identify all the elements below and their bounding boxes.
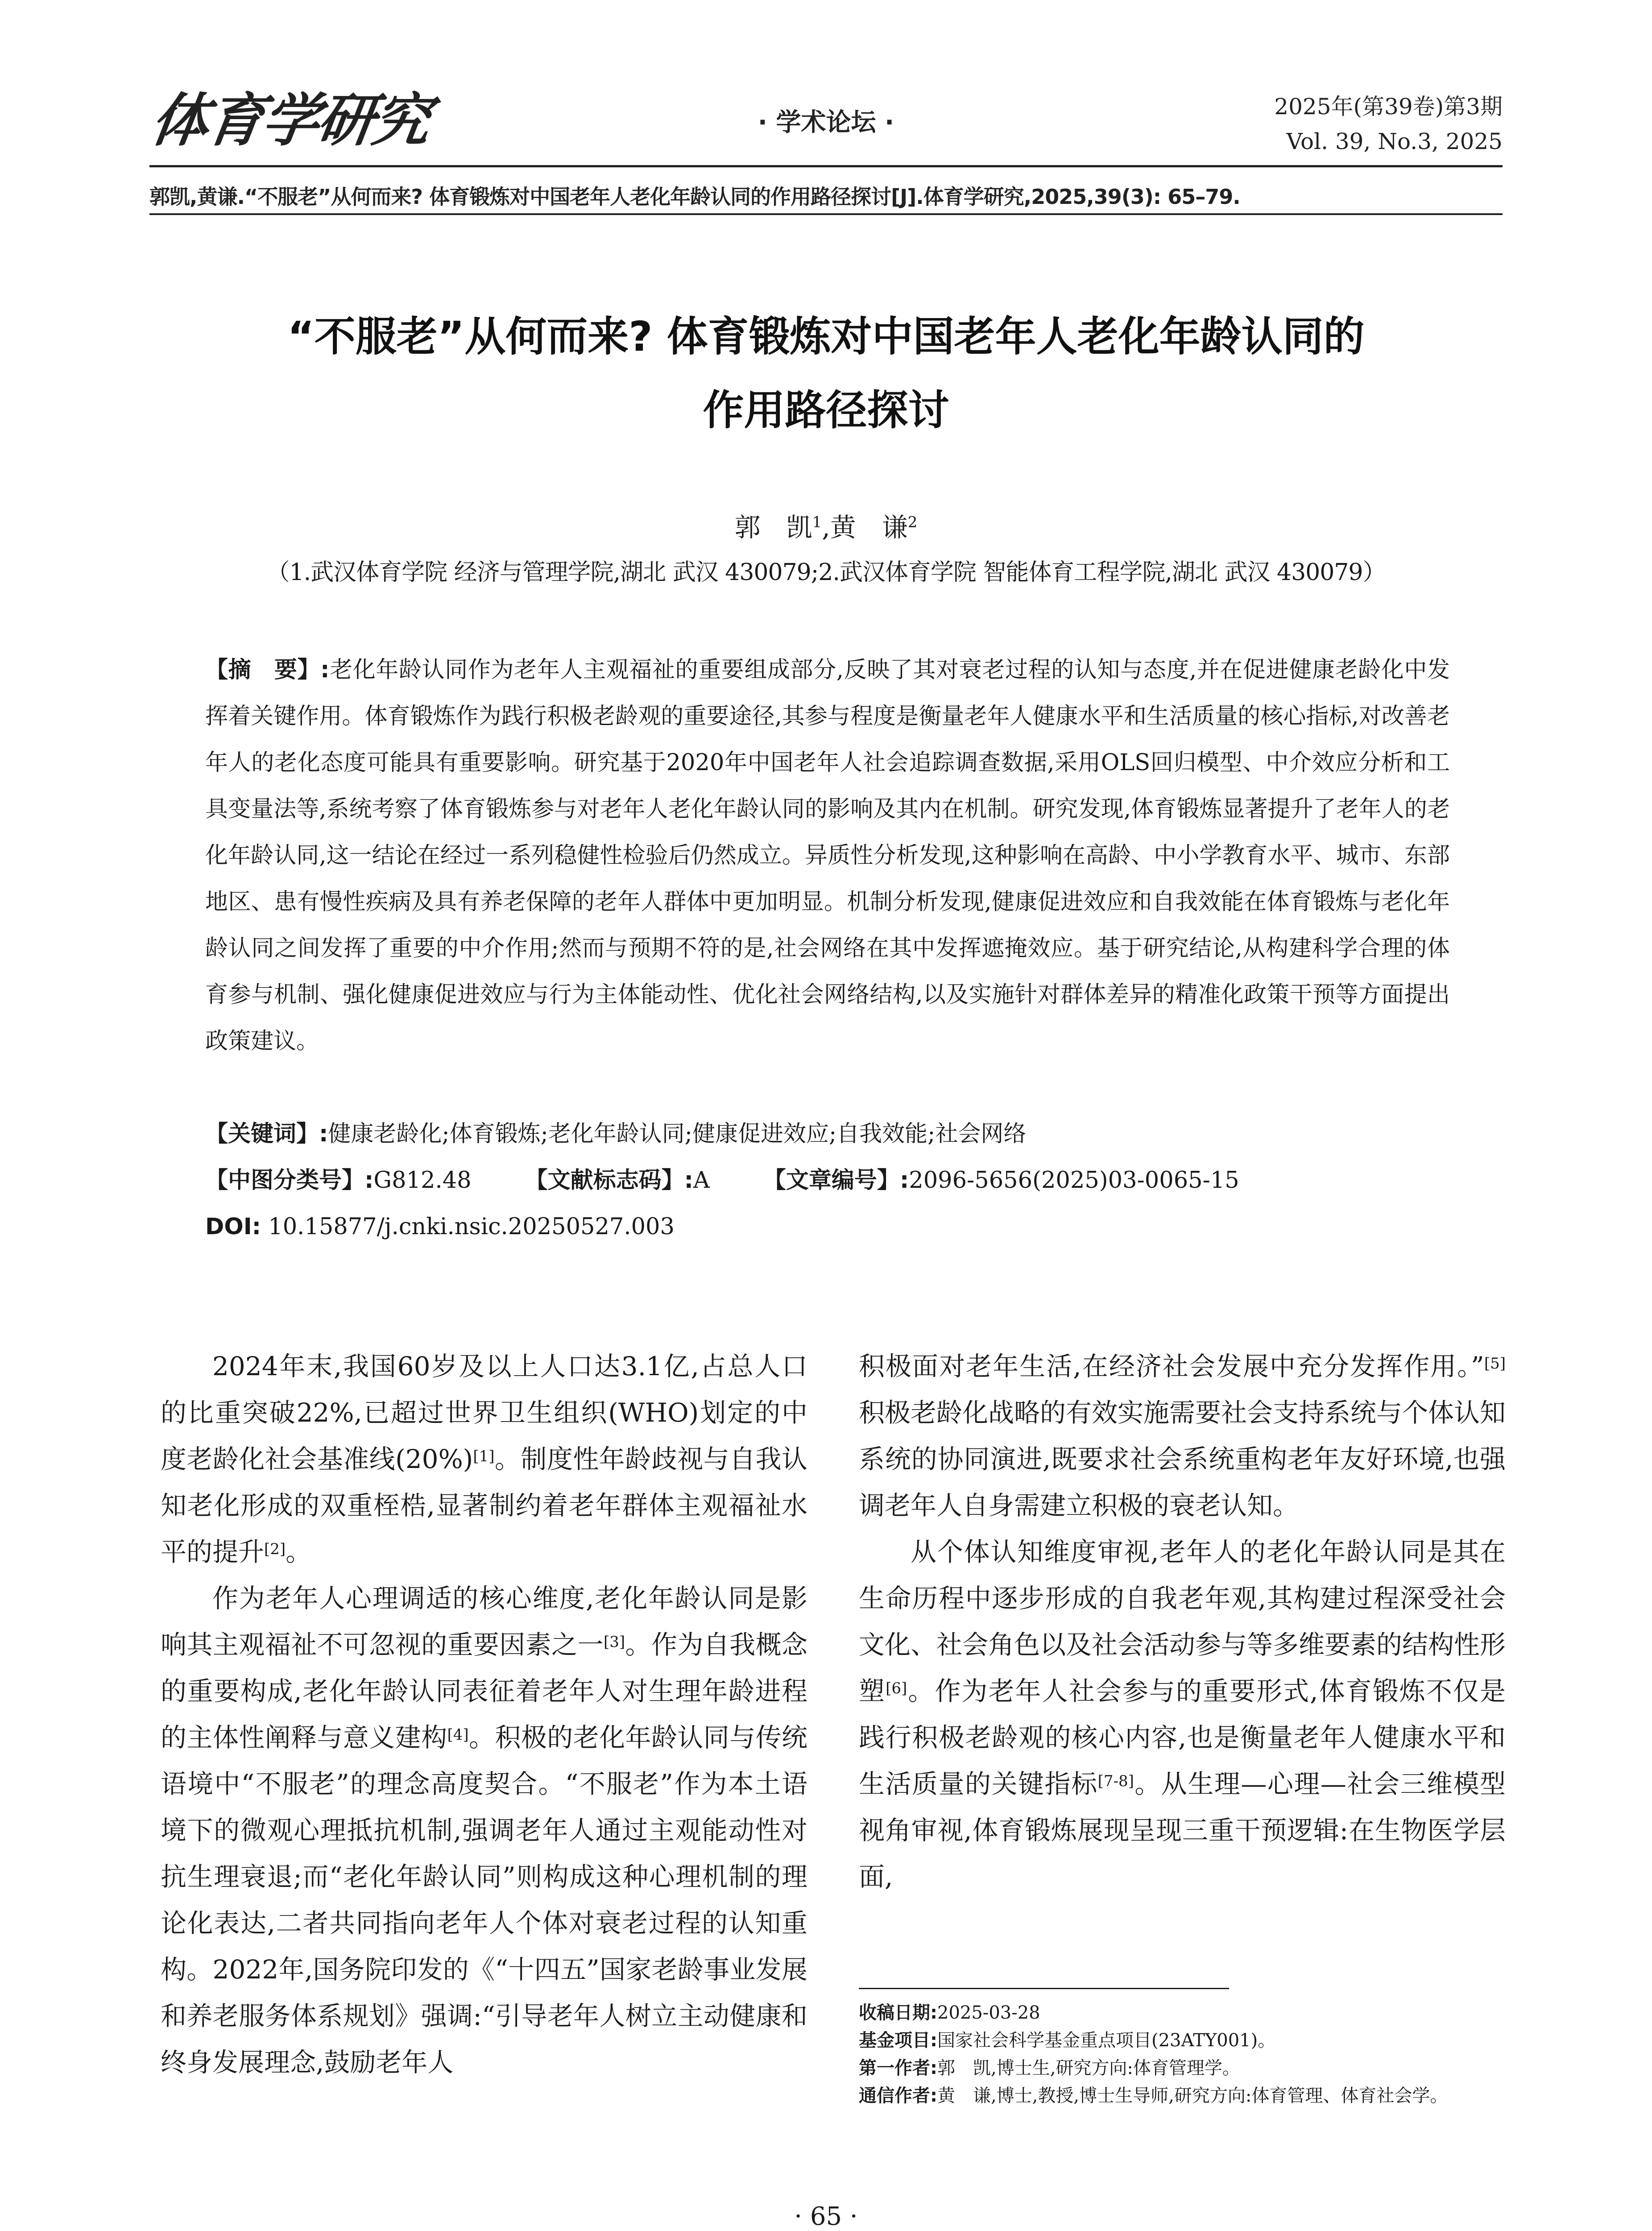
clc-label: 【中图分类号】:	[205, 1167, 374, 1194]
author-affil-sup: 1	[812, 513, 822, 531]
abstract	[205, 647, 1450, 1065]
header-rule	[149, 165, 1503, 167]
reference-marker[interactable]: [5]	[1484, 1355, 1506, 1373]
reference-marker[interactable]: [3]	[603, 1633, 625, 1651]
doi-label: DOI:	[205, 1214, 261, 1240]
footnote-rule	[859, 1988, 1229, 1989]
body-right-column	[859, 1343, 1506, 1900]
body-paragraph: 2024年末,我国60岁及以上人口达3.1亿,占总人口的比重突破22%,已超过世界卫生组织(WHO)划定的中度老龄化社会基准线(20%)[1]。制度性年龄歧视与自我认知老化形成的双重桎梏,显著制约着老年群体主观福祉水平的提升[2]。	[161, 1351, 807, 1567]
author-name: 黄 谦	[830, 512, 908, 543]
author-affil-sup: 2	[907, 513, 918, 531]
reference-marker[interactable]: [4]	[447, 1726, 469, 1744]
doi-value[interactable]: 10.15877/j.cnki.nsic.20250527.003	[268, 1214, 675, 1240]
body-paragraph: 积极面对老年生活,在经济社会发展中充分发挥作用。”[5]积极老龄化战略的有效实施需要社会支持系统与个体认知系统的协同演进,既要求社会系统重构老年友好环境,也强调老年人自身需建立积极的衰老认知。	[859, 1351, 1506, 1521]
footnote-fund: 基金项目:国家社会科学基金重点项目(23ATY001)。	[859, 2030, 1276, 2051]
body-left-column	[161, 1343, 807, 2086]
doi-line	[205, 1204, 1450, 1250]
issue-line-en: Vol. 39, No.3, 2025	[1286, 129, 1503, 154]
citation-rule	[149, 213, 1503, 215]
author-name: 郭 凯	[734, 512, 812, 543]
reference-marker[interactable]: [6]	[886, 1679, 907, 1697]
keywords	[205, 1111, 1450, 1157]
body-paragraph: 从个体认知维度审视,老年人的老化年龄认同是其在生命历程中逐步形成的自我老年观,其构建过程深受社会文化、社会角色以及社会活动参与等多维要素的结构性形塑[6]。作为老年人社会参与的重要形式,体育锻炼不仅是践行积极老龄观的核心内容,也是衡量老年人健康水平和生活质量的关键指标[7-8]。从生理—心理—社会三维模型视角审视,体育锻炼展现呈现三重干预逻辑:在生物医学层面,	[859, 1537, 1506, 1892]
abstract-label: 【摘 要】:	[205, 657, 330, 683]
footnote-received: 收稿日期:2025-03-28	[859, 2003, 1040, 2023]
author-separator: ,	[822, 512, 830, 543]
article-number-value: 2096-5656(2025)03-0065-15	[909, 1167, 1239, 1194]
affiliations: （1.武汉体育学院 经济与管理学院,湖北 武汉 430079;2.武汉体育学院 智能体育工程学院,湖北 武汉 430079）	[266, 559, 1386, 586]
page-number: · 65 ·	[794, 2202, 858, 2231]
article-number-label: 【文章编号】:	[763, 1167, 909, 1194]
doc-code-label: 【文献标志码】:	[525, 1167, 694, 1194]
reference-marker[interactable]: [7-8]	[1097, 1772, 1134, 1790]
body-paragraph: 作为老年人心理调适的核心维度,老化年龄认同是影响其主观福祉不可忽视的重要因素之一[3]。作为自我概念的重要构成,老化年龄认同表征着老年人对生理年龄进程的主体性阐释与意义建构[4]。积极的老化年龄认同与传统语境中“不服老”的理念高度契合。“不服老”作为本土语境下的微观心理抵抗机制,强调老年人通过主观能动性对抗生理衰退;而“老化年龄认同”则构成这种心理机制的理论化表达,二者共同指向老年人个体对衰老过程的认知重构。2022年,国务院印发的《“十四五”国家老龄事业发展和养老服务体系规划》强调:“引导老年人树立主动健康和终身发展理念,鼓励老年人	[161, 1583, 807, 2078]
footnote-first-author: 第一作者:郭 凯,博士生,研究方向:体育管理学。	[859, 2058, 1240, 2078]
authors	[0, 506, 1652, 544]
footnotes	[859, 1999, 1506, 2110]
reference-marker[interactable]: [1]	[473, 1447, 495, 1465]
keywords-text: 健康老龄化;体育锻炼;老化年龄认同;健康促进效应;自我效能;社会网络	[328, 1121, 1027, 1147]
issue-line-cn: 2025年(第39卷)第3期	[1274, 94, 1503, 120]
doc-code-value: A	[693, 1167, 710, 1194]
citation-line: 郭凯,黄谦.“不服老”从何而来? 体育锻炼对中国老年人老化年龄认同的作用路径探讨[J].体育学研究,2025,39(3): 65–79.	[149, 185, 1240, 209]
section-label: · 学术论坛 ·	[758, 108, 894, 137]
journal-logo: 体育学研究	[147, 87, 433, 154]
abstract-text: 老化年龄认同作为老年人主观福祉的重要组成部分,反映了其对衰老过程的认知与态度,并在促进健康老龄化中发挥着关键作用。体育锻炼作为践行积极老龄观的重要途径,其参与程度是衡量老年人健康水平和生活质量的核心指标,对改善老年人的老化态度可能具有重要影响。研究基于2020年中国老年人社会追踪调查数据,采用OLS回归模型、中介效应分析和工具变量法等,系统考察了体育锻炼参与对老年人老化年龄认同的影响及其内在机制。研究发现,体育锻炼显著提升了老年人的老化年龄认同,这一结论在经过一系列稳健性检验后仍然成立。异质性分析发现,这种影响在高龄、中小学教育水平、城市、东部地区、患有慢性疾病及具有养老保障的老年人群体中更加明显。机制分析发现,健康促进效应和自我效能在体育锻炼与老化年龄认同之间发挥了重要的中介作用;然而与预期不符的是,社会网络在其中发挥遮掩效应。基于研究结论,从构建科学合理的体育参与机制、强化健康促进效应与行为主体能动性、优化社会网络结构,以及实施针对群体差异的精准化政策干预等方面提出政策建议。	[205, 657, 1450, 1054]
reference-marker[interactable]: [2]	[264, 1540, 286, 1558]
clc-value: G812.48	[373, 1167, 472, 1194]
keywords-label: 【关键词】:	[205, 1121, 328, 1147]
footnote-corresponding-author: 通信作者:黄 谦,博士,教授,博士生导师,研究方向:体育管理、体育社会学。	[859, 2086, 1448, 2106]
article-title-line-1: “不服老”从何而来? 体育锻炼对中国老年人老化年龄认同的	[287, 313, 1365, 361]
classification-line	[205, 1157, 1450, 1204]
article-title-line-2: 作用路径探讨	[703, 386, 949, 434]
issue-info	[1274, 89, 1503, 159]
